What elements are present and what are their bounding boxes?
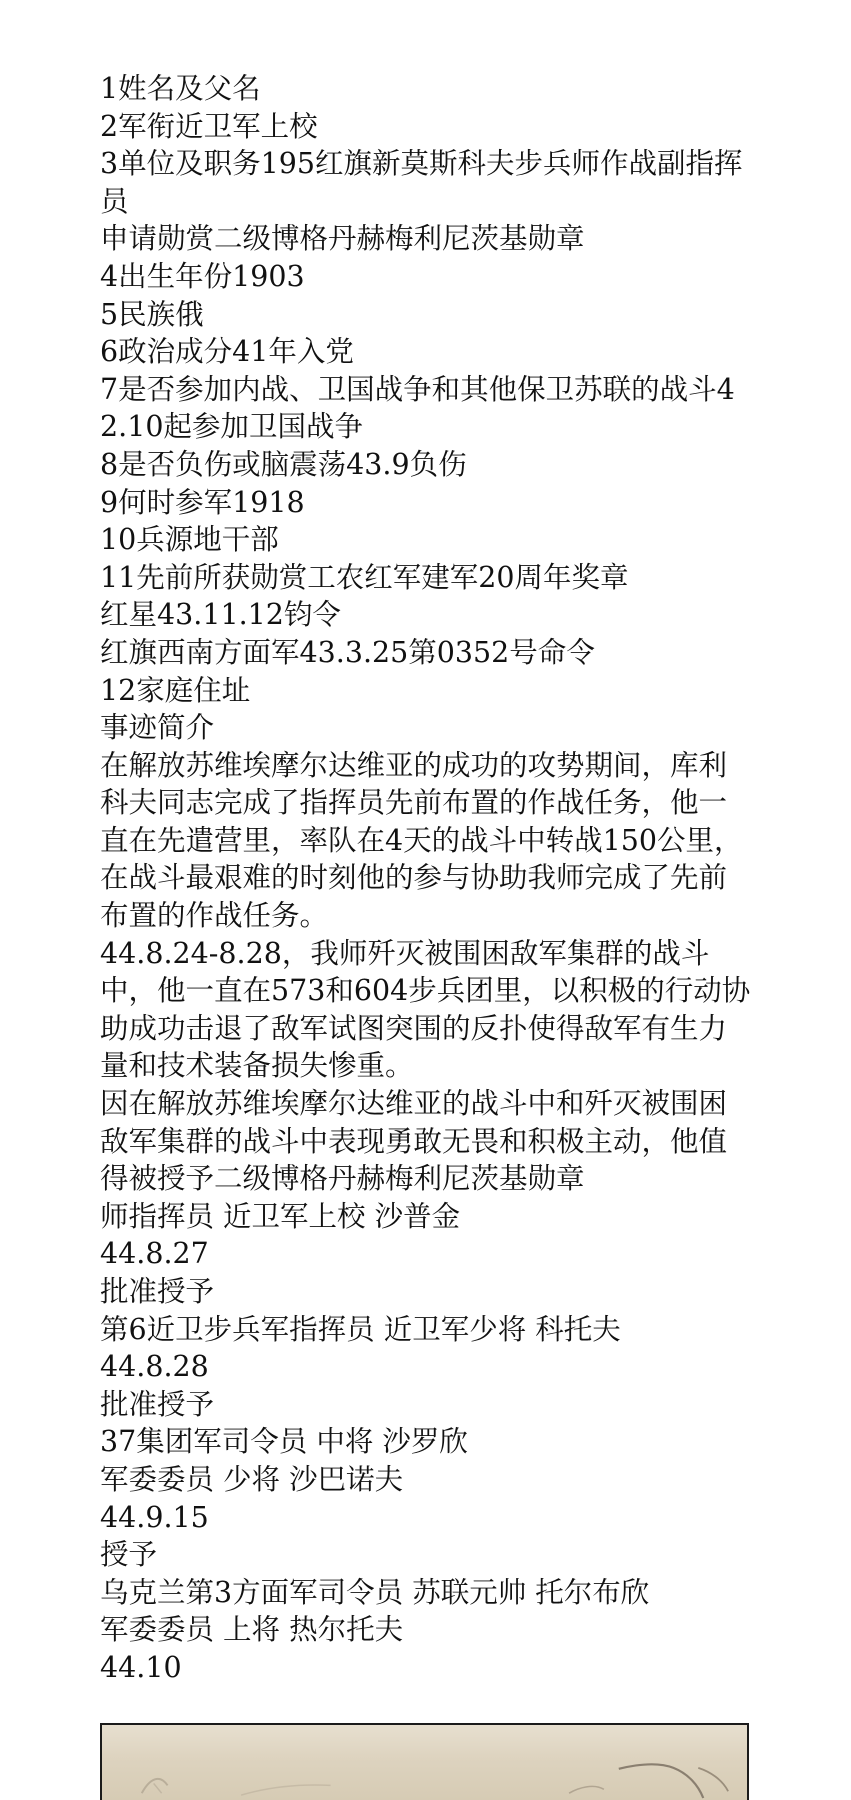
field-address: 12家庭住址 [100, 673, 251, 707]
date-1: 44.8.27 [100, 1237, 209, 1271]
field-wounds: 8是否负伤或脑震荡43.9负伤 [100, 447, 467, 481]
prior-award-red-star: 红星43.11.12钧令 [100, 598, 341, 632]
award-granted: 授予 [100, 1538, 158, 1572]
field-prior-awards: 11先前所获勋赏工农红军建军20周年奖章 [100, 560, 629, 594]
field-rank: 2军衔近卫军上校 [100, 109, 318, 143]
field-origin: 10兵源地干部 [100, 523, 279, 557]
summary-paragraph-1: 在解放苏维埃摩尔达维亚的成功的攻势期间，库利科夫同志完成了指挥员先前布置的作战任务，他一直在先遣营里，率队在4天的战斗中转战150公里，在战斗最艰难的时刻他的参与协助我师完成了先前布置的作战任务。 [100, 748, 743, 933]
summary-heading: 事迹简介 [100, 711, 215, 745]
signature-army-council-member: 军委委员 少将 沙巴诺夫 [100, 1462, 404, 1496]
prior-award-red-banner: 红旗西南方面军43.3.25第0352号命令 [100, 635, 595, 669]
handwriting-strokes [102, 1725, 747, 1800]
summary-paragraph-2: 44.8.24-8.28，我师歼灭被围困敌军集群的战斗中，他一直在573和604步兵团里，以积极的行动协助成功击退了敌军试图突围的反扑使得敌军有生力量和技术装备损失惨重。 [100, 936, 751, 1083]
approval-2: 批准授予 [100, 1387, 215, 1421]
signature-army-commander: 37集团军司令员 中将 沙罗欣 [100, 1425, 468, 1459]
field-unit-position: 3单位及职务195红旗新莫斯科夫步兵师作战副指挥员 [100, 147, 743, 218]
document-text [100, 70, 752, 1687]
field-nationality: 5民族俄 [100, 297, 204, 331]
field-birth-year: 4出生年份1903 [100, 259, 305, 293]
signature-corps-commander: 第6近卫步兵军指挥员 近卫军少将 科托夫 [100, 1312, 621, 1346]
summary-paragraph-3: 因在解放苏维埃摩尔达维亚的战斗中和歼灭被围困敌军集群的战斗中表现勇敢无畏和积极主动，他值得被授予二级博格丹赫梅利尼茨基勋章 [100, 1087, 728, 1196]
date-3: 44.9.15 [100, 1500, 209, 1534]
field-war-participation: 7是否参加内战、卫国战争和其他保卫苏联的战斗42.10起参加卫国战争 [100, 372, 735, 444]
field-party: 6政治成分41年入党 [100, 335, 354, 369]
date-4: 44.10 [100, 1650, 182, 1684]
signature-front-commander: 乌克兰第3方面军司令员 苏联元帅 托尔布欣 [100, 1575, 650, 1609]
date-2: 44.8.28 [100, 1350, 209, 1384]
approval-1: 批准授予 [100, 1275, 215, 1308]
signature-division-commander: 师指挥员 近卫军上校 沙普金 [100, 1199, 461, 1233]
signature-front-council-member: 军委委员 上将 热尔托夫 [100, 1613, 404, 1647]
award-request: 申请勋赏二级博格丹赫梅利尼茨基勋章 [100, 222, 585, 256]
archival-document-image [100, 1723, 749, 1800]
field-enlistment: 9何时参军1918 [100, 485, 305, 519]
field-name: 1姓名及父名 [100, 72, 261, 105]
